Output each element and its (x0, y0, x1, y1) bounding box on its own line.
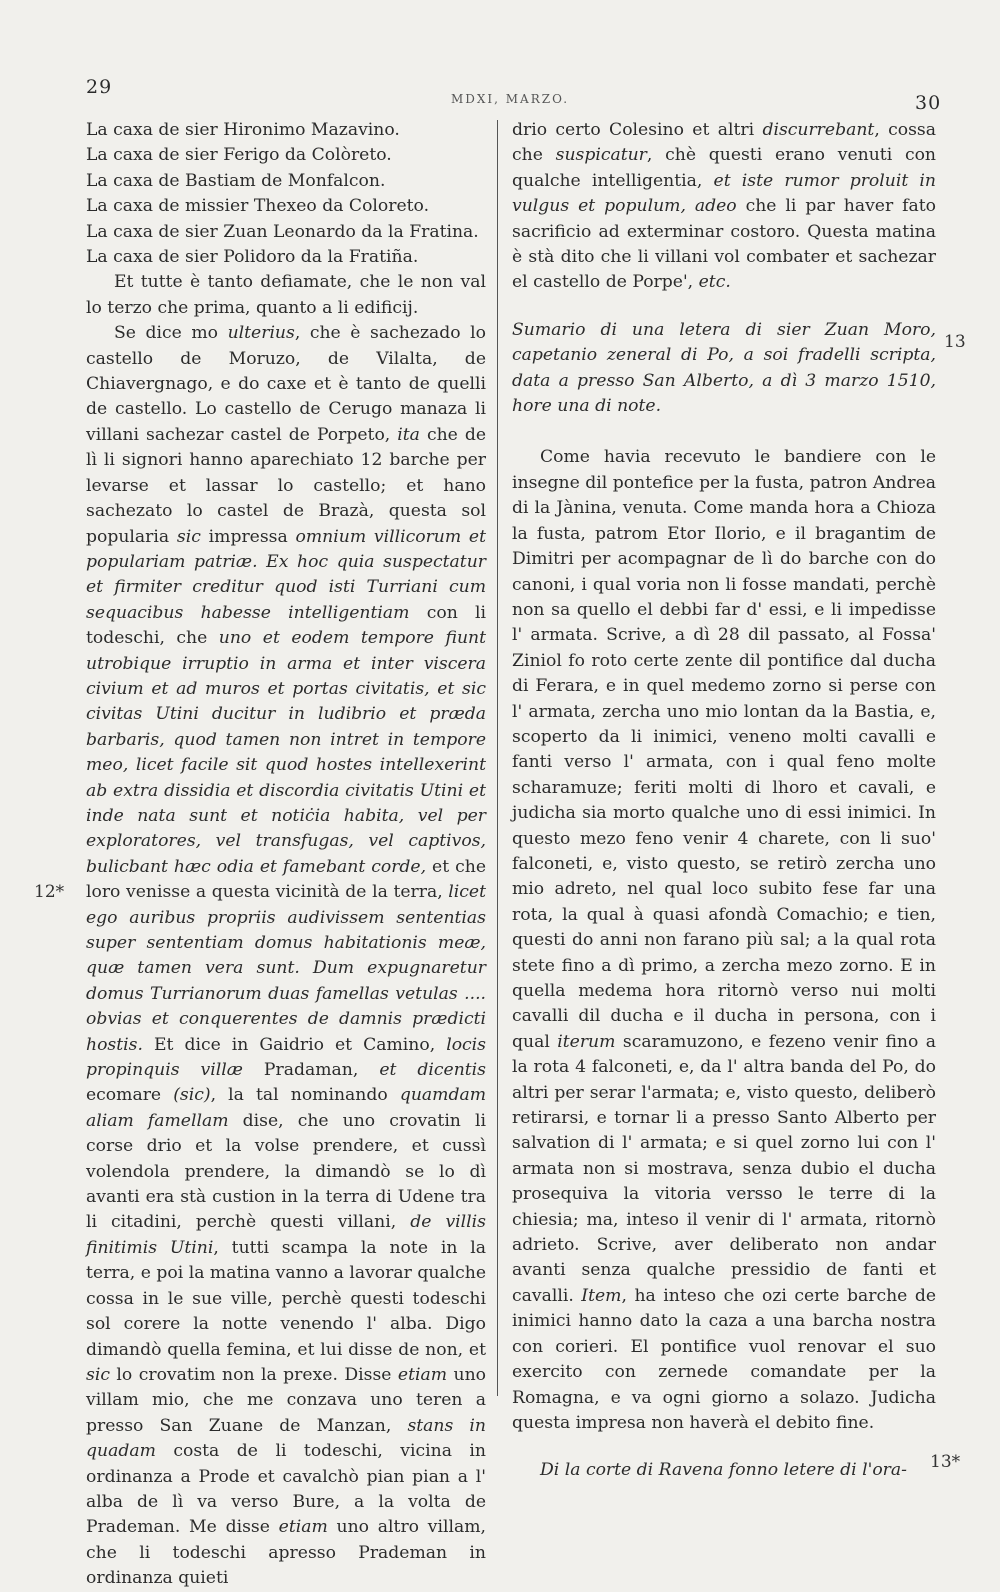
right-column (512, 118, 936, 1484)
margin-mark-12: 12* (34, 882, 65, 902)
closing-line: Di la corte di Ravena fonno letere di l'ora- (540, 1460, 907, 1481)
paragraph: Se dice mo ulterius, che è sachezado lo castello de Moruzo, de Vilalta, de Chiavergnago, e do caxe et è tanto de quelli de castello. Lo castello de Cerugo manaza li villani sachezar castel de Porpeto, ita che de lì li signori hanno aparechiato 12 barche per levarse et lassar lo castello; et hano sachezato lo castel de Brazà, questa sol popularia sic impressa omnium villicorum et populariam patriæ. Ex hoc quia suspectatur et firmiter creditur quod isti Turriani cum sequacibus habesse intelligentiam con li todeschi, che uno et eodem tempore fiunt utrobique irruptio in arma et inter viscera civium et ad muros et portas civitatis, et sic civitas Utini ducitur in ludibrio et præda barbaris, quod tamen non intret in tempore meo, licet facile sit quod hostes intellexerint ab extra dissidia et discordia civitatis Utini et inde nata sunt et notiċia habita, vel per exploratores, vel transfugas, vel captivos, bulicbant hæc odia et famebant corde, et che loro venisse a questa vicinità de la terra, licet ego auribus propriis audivissem sententias super sententiam domus habitationis meæ, quæ tamen vera sunt. Dum expugnaretur domus Turrianorum duas famellas vetulas .... obvias et conquerentes de damnis prædicti hostis. Et dice in Gaidrio et Camino, locis propinquis villæ Pradaman, et dicentis ecomare (sic), la tal nominando quamdam aliam famellam dise, che uno crovatin li corse drio et la volse prendere, et cussì volendola prendere, la dimandò se lo dì avanti era stà custion in la terra di Udene tra li citadini, perchè questi villani, de villis finitimis Utini, tutti scampa la note in la terra, e poi la matina vanno a lavorar qualche cossa in le sue ville, perchè questi todeschi sol corere la notte venendo l' alba. Digo dimandò quella femina, et lui disse de non, et sic lo crovatim non la prexe. Disse etiam uno villam mio, che me conzava uno teren a presso San Zuane de Manzan, stans in quadam costa de li todeschi, vicina in ordinanza a Prode et cavalchò pian pian a l' alba de lì va verso Bure, a la volta de Prademan. Me disse etiam uno altro villam, che li todeschi apresso Prademan in ordinanza quieti (86, 323, 487, 1589)
running-head: MDXI, MARZO. (450, 92, 570, 106)
margin-mark-13: 13 (944, 332, 966, 352)
list-item: La caxa de Bastiam de Monfalcon. (86, 170, 386, 191)
paragraph: Come havia recevuto le bandiere con le insegne dil pontefice per la fusta, patron Andrea di la Jànina, venuta. Come manda hora a Chioza la fusta, patrom Etor Ilorio, e il bragantim de Dimitri per acompagnar de lì do barche con do canoni, i qual voria non li fosse mandati, perchè non sa quello el debbi far d' essi, e li impedisse l' armata. Scrive, a dì 28 dil passato, al Fossa' Ziniol fo roto certe zente dil pontifice dal ducha di Ferara, e in quel medemo zorno si perse con l' armata, zercha uno mio lontan da la Bastia, e, scoperto da li inimici, veneno molti cavalli e fanti verso l' armata, con i qual feno molte scharamuze; feriti molti di lhoro et cavali, e judicha sia morto qualche uno di essi inimici. In questo mezo feno venir 4 charete, con li suo' falconeti, e, visto questo, se retirò zercha uno mio adreto, nel qual loco subito fese far una rota, la qual à quasi afondà Comachio; e tien, questi do anni non farano più sal; a la qual rota stete fino a dì primo, a zercha mezo zorno. E in quella medema hora ritornò verso nui molti cavalli dil ducha e il ducha in persona, con i qual iterum scaramuzono, e fezeno venir fino a la rota 4 falconeti, e, da l' altra banda del Po, do altri per serar l'armata; e, visto questo, deliberò retirarsi, e tornar li a presso Santo Alberto per salvation di l' armata; e si quel zorno lui con l' armata non si mostrava, senza dubio el ducha prosequiva la vitoria versso le terre di la chiesia; ma, inteso il venir di l' armata, ritornò adrieto. Scrive, aver deliberato non andar avanti senza qualche pressidio de fanti et cavalli. Item, ha inteso che ozi certe barche de inimici hanno dato la caza a una barcha nostra con corieri. El pontifice vuol renovar el suo exercito con zernede comandate per la Romagna, e va ogni giorno a solazo. Judicha questa impresa non haverà el debito fine. (512, 447, 937, 1433)
left-column (86, 118, 486, 1592)
column-divider (497, 120, 498, 1396)
paragraph: Et tutte è tanto defiamate, che le non val lo terzo che prima, quanto a li edificij. (86, 272, 486, 318)
list-item: La caxa de sier Polidoro da la Fratiña. (86, 247, 419, 268)
summary-heading: Sumario di una letera di sier Zuan Moro, capetanio zeneral di Po, a soi fradelli scripta, data a presso San Alberto, a dì 3 marzo 1510, hore una di note. (512, 319, 936, 417)
left-page-number: 29 (86, 76, 113, 98)
list-item: La caxa de sier Hironimo Mazavino. (86, 120, 400, 140)
margin-mark-13-star: 13* (930, 1452, 961, 1472)
list-item: La caxa de sier Ferigo da Colòreto. (86, 145, 392, 166)
paragraph: drio certo Colesino et altri discurrebant, cossa che suspicatur, chè questi erano venuti con qualche intelligentia, et iste rumor proluit in vulgus et populum, adeo che li par haver fato sacrificio ad exterminar costoro. Questa matina è stà dito che li villani vol combater et sachezar el castello de Porpe', etc. (512, 120, 937, 293)
list-item: La caxa de missier Thexeo da Coloreto. (86, 196, 430, 217)
right-page-number: 30 (915, 92, 942, 114)
list-item: La caxa de sier Zuan Leonardo da la Fratina. (86, 221, 479, 242)
